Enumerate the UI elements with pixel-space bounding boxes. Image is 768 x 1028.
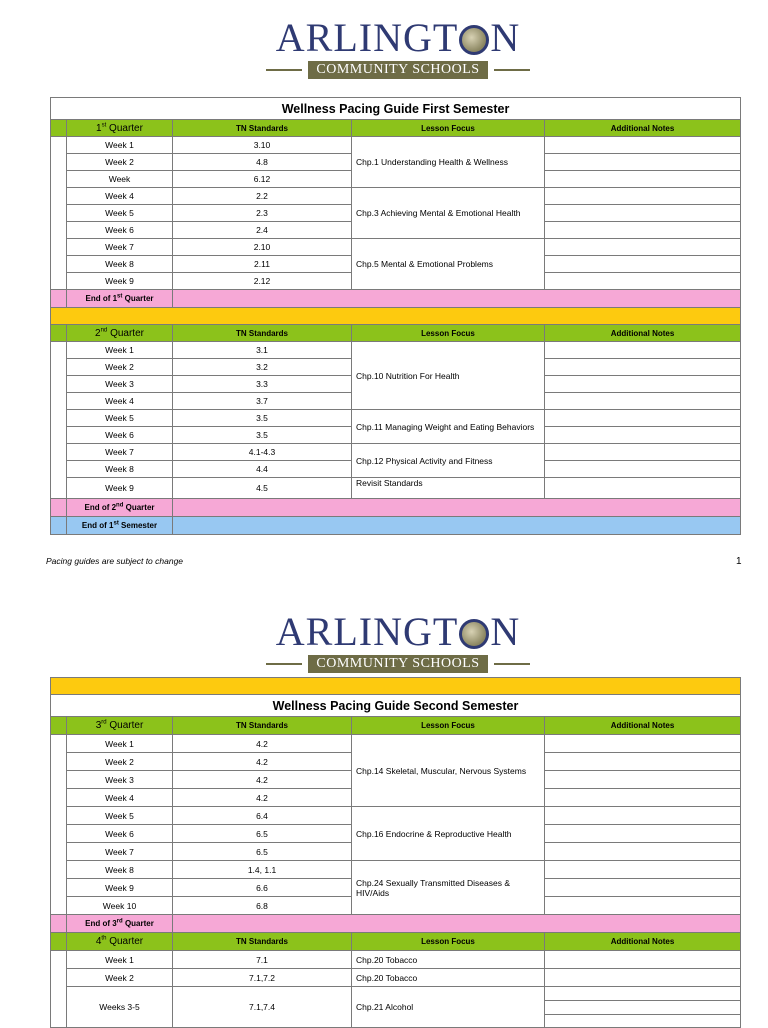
globe-book-icon [459, 619, 489, 649]
notes-cell[interactable] [545, 789, 741, 807]
logo-subtitle: COMMUNITY SCHOOLS [308, 655, 487, 673]
notes-cell[interactable] [545, 897, 741, 915]
end-of-quarter-row [51, 499, 741, 517]
arlington-logo: ARLINGT N COMMUNITY SCHOOLS [258, 612, 538, 673]
notes-cell[interactable] [545, 825, 741, 843]
table-row: Week 4 3.7 [51, 393, 741, 410]
table-row: Week 5 6.4 Chp.16 Endocrine & Reproductive Health [51, 807, 741, 825]
end-of-quarter-label: End of 1st Quarter [67, 290, 173, 308]
end-of-semester-label: End of 1st Semester [67, 517, 173, 535]
notes-cell[interactable] [545, 861, 741, 879]
table-row: Week 5 3.5 Chp.11 Managing Weight and Eating Behaviors [51, 410, 741, 427]
notes-cell[interactable] [545, 444, 741, 461]
notes-cell[interactable] [545, 188, 741, 205]
notes-cell[interactable] [545, 342, 741, 359]
notes-cell[interactable] [545, 461, 741, 478]
lesson-focus: Chp.21 Alcohol [352, 987, 545, 1028]
table-row: Week 2 4.8 [51, 154, 741, 171]
table-row: Week 6 3.5 [51, 427, 741, 444]
lesson-focus: Chp.14 Skeletal, Muscular, Nervous Systems [352, 735, 545, 807]
lesson-focus: Chp.10 Nutrition For Health [352, 342, 545, 410]
globe-book-icon [459, 25, 489, 55]
notes-cell[interactable] [545, 171, 741, 188]
q3-header-row: 3rd Quarter TN Standards Lesson Focus Additional Notes [51, 717, 741, 735]
notes-cell[interactable] [545, 879, 741, 897]
table-row: Week 4 2.2 Chp.3 Achieving Mental & Emotional Health [51, 188, 741, 205]
table-row: Week 7 2.10 Chp.5 Mental & Emotional Problems [51, 239, 741, 256]
table-row: Week 10 6.8 [51, 897, 741, 915]
notes-cell[interactable] [545, 753, 741, 771]
table-row: Week 2 3.2 [51, 359, 741, 376]
notes-cell[interactable] [545, 273, 741, 290]
table-row: Week 8 2.11 [51, 256, 741, 273]
notes-cell[interactable] [545, 843, 741, 861]
lesson-focus: Chp.3 Achieving Mental & Emotional Health [352, 188, 545, 239]
notes-cell[interactable] [545, 735, 741, 753]
lesson-focus: Chp.20 Tobacco [352, 969, 545, 987]
footer-note: Pacing guides are subject to change [46, 556, 184, 566]
quarter-label: 4th Quarter [67, 933, 173, 951]
notes-cell[interactable] [545, 239, 741, 256]
notes-cell[interactable] [545, 969, 741, 987]
notes-cell[interactable] [545, 410, 741, 427]
table-row: Week 5 2.3 [51, 205, 741, 222]
notes-cell[interactable] [545, 205, 741, 222]
end-of-quarter-label: End of 3rd Quarter [67, 915, 173, 933]
notes-cell[interactable] [545, 987, 741, 1028]
q4-header-row: 4th Quarter TN Standards Lesson Focus Additional Notes [51, 933, 741, 951]
table-row: Week 7 6.5 [51, 843, 741, 861]
table-row: Week 8 1.4, 1.1 Chp.24 Sexually Transmitted Diseases & HIV/Aids [51, 861, 741, 879]
notes-cell[interactable] [545, 393, 741, 410]
q1-header-row [51, 120, 741, 137]
semester-title: Wellness Pacing Guide Second Semester [51, 695, 741, 717]
table-row: Week 2 4.2 [51, 753, 741, 771]
quarter-label: 3rd Quarter [67, 717, 173, 735]
notes-cell[interactable] [545, 359, 741, 376]
lesson-focus: Chp.12 Physical Activity and Fitness [352, 444, 545, 478]
lesson-focus: Revisit Standards [352, 478, 545, 499]
first-semester-table [50, 97, 741, 535]
table-row: Week 2 7.1,7.2 Chp.20 Tobacco [51, 969, 741, 987]
q2-header-row: 2nd Quarter TN Standards Lesson Focus Additional Notes [51, 325, 741, 342]
table-row: Week 1 3.1 Chp.10 Nutrition For Health [51, 342, 741, 359]
page-number: 1 [736, 556, 742, 567]
separator-row [51, 308, 741, 325]
notes-cell[interactable] [545, 376, 741, 393]
lesson-focus: Chp.11 Managing Weight and Eating Behaviors [352, 410, 545, 444]
lesson-focus: Chp.20 Tobacco [352, 951, 545, 969]
notes-cell[interactable] [545, 807, 741, 825]
table-row: Week 3 3.3 [51, 376, 741, 393]
col-tn-standards: TN Standards [173, 120, 352, 137]
table-row: Week 9 2.12 [51, 273, 741, 290]
notes-cell[interactable] [545, 222, 741, 239]
end-of-quarter-row [51, 915, 741, 933]
table-row: Week 6 2.4 [51, 222, 741, 239]
col-additional-notes: Additional Notes [545, 120, 741, 137]
table-row: Week 1 3.10 Chp.1 Understanding Health & Wellness [51, 137, 741, 154]
notes-cell[interactable] [545, 256, 741, 273]
quarter-label: 1st Quarter [67, 120, 173, 137]
table-row: Week 4 4.2 [51, 789, 741, 807]
col-lesson-focus: Lesson Focus [352, 120, 545, 137]
lesson-focus: Chp.1 Understanding Health & Wellness [352, 137, 545, 188]
end-of-quarter-row [51, 290, 741, 308]
lesson-focus: Chp.16 Endocrine & Reproductive Health [352, 807, 545, 861]
notes-cell[interactable] [545, 154, 741, 171]
notes-cell[interactable] [545, 478, 741, 499]
lesson-focus: Chp.24 Sexually Transmitted Diseases & HIV/Aids [352, 861, 545, 915]
table-row: Week 1 7.1 Chp.20 Tobacco [51, 951, 741, 969]
table-row: Week 7 4.1-4.3 Chp.12 Physical Activity and Fitness [51, 444, 741, 461]
table-row: Week 3 4.2 [51, 771, 741, 789]
quarter-label: 2nd Quarter [67, 325, 173, 342]
end-of-quarter-label: End of 2nd Quarter [67, 499, 173, 517]
notes-cell[interactable] [545, 137, 741, 154]
lesson-focus: Chp.5 Mental & Emotional Problems [352, 239, 545, 290]
semester-title: Wellness Pacing Guide First Semester [51, 98, 741, 120]
table-row: Weeks 3-5 7.1,7.4 Chp.21 Alcohol [51, 987, 741, 1028]
notes-cell[interactable] [545, 771, 741, 789]
arlington-logo: ARLINGT N COMMUNITY SCHOOLS [258, 18, 538, 79]
second-semester-table [50, 677, 741, 1028]
table-row: Week 9 6.6 [51, 879, 741, 897]
separator-row [51, 678, 741, 695]
table-row: Week 9 4.5 Revisit Standards [51, 478, 741, 499]
table-row: Week 8 4.4 [51, 461, 741, 478]
table-row: Week 1 4.2 Chp.14 Skeletal, Muscular, Nervous Systems [51, 735, 741, 753]
table-row: Week 6 6.5 [51, 825, 741, 843]
table-row: Week 6.12 [51, 171, 741, 188]
notes-cell[interactable] [545, 427, 741, 444]
notes-cell[interactable] [545, 951, 741, 969]
end-of-semester-row [51, 517, 741, 535]
logo-subtitle: COMMUNITY SCHOOLS [308, 61, 487, 79]
